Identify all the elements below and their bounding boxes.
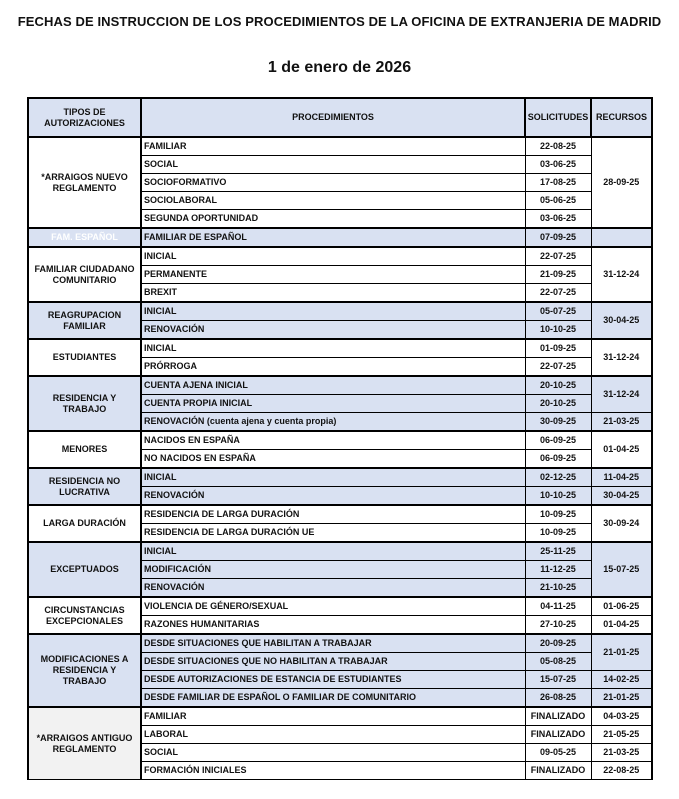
solicitudes-cell: 21-09-25 [525,266,591,284]
procedure-cell: DESDE SITUACIONES QUE NO HABILITAN A TRABAJAR [141,653,525,671]
procedure-cell: DESDE SITUACIONES QUE HABILITAN A TRABAJAR [141,634,525,653]
recursos-cell: 01-06-25 [591,597,652,616]
header-recursos: RECURSOS [591,98,652,137]
table-row [28,228,652,247]
table-row [28,468,652,487]
solicitudes-cell: 20-10-25 [525,395,591,413]
recursos-cell: 01-04-25 [591,431,652,468]
recursos-cell: 01-04-25 [591,616,652,635]
category-cell: REAGRUPACION FAMILIAR [28,302,141,339]
solicitudes-cell: 06-09-25 [525,431,591,450]
solicitudes-cell: 22-08-25 [525,137,591,156]
recursos-cell: 21-03-25 [591,413,652,432]
category-cell: FAMILIAR CIUDADANO COMUNITARIO [28,247,141,302]
recursos-cell: 21-05-25 [591,726,652,744]
solicitudes-cell: 21-10-25 [525,579,591,598]
procedure-cell: DESDE FAMILIAR DE ESPAÑOL O FAMILIAR DE COMUNITARIO [141,689,525,708]
procedure-cell: SOCIAL [141,156,525,174]
solicitudes-cell: FINALIZADO [525,726,591,744]
solicitudes-cell: 20-10-25 [525,376,591,395]
table-row [28,597,652,616]
table-row [28,707,652,726]
recursos-cell: 31-12-24 [591,247,652,302]
procedure-cell: RENOVACIÓN [141,579,525,598]
recursos-cell: 14-02-25 [591,671,652,689]
header-tipos: TIPOS DE AUTORIZACIONES [28,98,141,137]
procedures-table [27,97,653,780]
procedure-cell: FAMILIAR DE ESPAÑOL [141,228,525,247]
procedure-cell: INICIAL [141,542,525,561]
recursos-cell: 04-03-25 [591,707,652,726]
category-cell: RESIDENCIA NO LUCRATIVA [28,468,141,505]
solicitudes-cell: 10-09-25 [525,505,591,524]
solicitudes-cell: 27-10-25 [525,616,591,635]
solicitudes-cell: 22-07-25 [525,284,591,303]
procedure-cell: FAMILIAR [141,137,525,156]
solicitudes-cell: 30-09-25 [525,413,591,432]
procedure-cell: LABORAL [141,726,525,744]
header-procedimientos: PROCEDIMIENTOS [141,98,525,137]
procedure-cell: SOCIOFORMATIVO [141,174,525,192]
solicitudes-cell: 25-11-25 [525,542,591,561]
recursos-cell: 31-12-24 [591,339,652,376]
recursos-cell: 30-04-25 [591,487,652,506]
table-row [28,339,652,358]
table-row [28,376,652,395]
procedure-cell: PERMANENTE [141,266,525,284]
solicitudes-cell: 01-09-25 [525,339,591,358]
table-row [28,542,652,561]
category-cell: *ARRAIGOS NUEVO REGLAMENTO [28,137,141,228]
category-cell: LARGA DURACIÓN [28,505,141,542]
document-date: 1 de enero de 2026 [267,59,412,76]
solicitudes-cell: 05-06-25 [525,192,591,210]
solicitudes-cell: 05-07-25 [525,302,591,321]
procedure-cell: RENOVACIÓN [141,487,525,506]
solicitudes-cell: 04-11-25 [525,597,591,616]
solicitudes-cell: 15-07-25 [525,671,591,689]
solicitudes-cell: 22-07-25 [525,247,591,266]
solicitudes-cell: 07-09-25 [525,228,591,247]
solicitudes-cell: 03-06-25 [525,210,591,229]
category-cell: CIRCUNSTANCIAS EXCEPCIONALES [28,597,141,634]
category-cell: RESIDENCIA Y TRABAJO [28,376,141,431]
table-row [28,247,652,266]
recursos-cell: 21-03-25 [591,744,652,762]
procedure-cell: RESIDENCIA DE LARGA DURACIÓN [141,505,525,524]
category-cell: ESTUDIANTES [28,339,141,376]
procedure-cell: SOCIAL [141,744,525,762]
solicitudes-cell: 05-08-25 [525,653,591,671]
solicitudes-cell: FINALIZADO [525,707,591,726]
solicitudes-cell: 20-09-25 [525,634,591,653]
procedure-cell: NO NACIDOS EN ESPAÑA [141,450,525,469]
table-header-row [28,98,652,137]
solicitudes-cell: 02-12-25 [525,468,591,487]
category-cell: *ARRAIGOS ANTIGUO REGLAMENTO [28,707,141,780]
recursos-cell: 30-04-25 [591,302,652,339]
table-row [28,505,652,524]
solicitudes-cell: 17-08-25 [525,174,591,192]
recursos-cell: 22-08-25 [591,762,652,780]
procedure-cell: INICIAL [141,339,525,358]
table-row [28,431,652,450]
solicitudes-cell: 10-09-25 [525,524,591,543]
recursos-cell: 30-09-24 [591,505,652,542]
header-solicitudes: SOLICITUDES [525,98,591,137]
procedure-cell: SOCIOLABORAL [141,192,525,210]
procedure-cell: NACIDOS EN ESPAÑA [141,431,525,450]
procedure-cell: INICIAL [141,247,525,266]
recursos-cell: 15-07-25 [591,542,652,597]
procedure-cell: CUENTA PROPIA INICIAL [141,395,525,413]
table-row [28,302,652,321]
procedures-table-container [27,97,651,775]
solicitudes-cell: 10-10-25 [525,321,591,340]
solicitudes-cell: 22-07-25 [525,358,591,377]
recursos-cell [591,228,652,247]
procedure-cell: INICIAL [141,468,525,487]
recursos-cell: 21-01-25 [591,689,652,708]
procedure-cell: VIOLENCIA DE GÉNERO/SEXUAL [141,597,525,616]
recursos-cell: 31-12-24 [591,376,652,413]
solicitudes-cell: 03-06-25 [525,156,591,174]
procedure-cell: CUENTA AJENA INICIAL [141,376,525,395]
table-row [28,137,652,156]
category-cell: FAM. ESPAÑOL [28,228,141,247]
solicitudes-cell: 11-12-25 [525,561,591,579]
document-title: FECHAS DE INSTRUCCION DE LOS PROCEDIMIENTOS DE LA OFICINA DE EXTRANJERIA DE MADRID [17,14,662,29]
procedure-cell: RENOVACIÓN (cuenta ajena y cuenta propia) [141,413,525,432]
category-cell: MODIFICACIONES A RESIDENCIA Y TRABAJO [28,634,141,707]
recursos-cell: 28-09-25 [591,137,652,228]
procedure-cell: DESDE AUTORIZACIONES DE ESTANCIA DE ESTUDIANTES [141,671,525,689]
solicitudes-cell: 10-10-25 [525,487,591,506]
category-cell: EXCEPTUADOS [28,542,141,597]
procedure-cell: FAMILIAR [141,707,525,726]
procedure-cell: INICIAL [141,302,525,321]
procedure-cell: MODIFICACIÓN [141,561,525,579]
procedure-cell: FORMACIÓN INICIALES [141,762,525,780]
category-cell: MENORES [28,431,141,468]
table-row [28,634,652,653]
solicitudes-cell: 09-05-25 [525,744,591,762]
procedure-cell: RESIDENCIA DE LARGA DURACIÓN UE [141,524,525,543]
solicitudes-cell: 26-08-25 [525,689,591,708]
recursos-cell: 11-04-25 [591,468,652,487]
procedure-cell: PRÓRROGA [141,358,525,377]
solicitudes-cell: 06-09-25 [525,450,591,469]
procedure-cell: SEGUNDA OPORTUNIDAD [141,210,525,229]
procedure-cell: RAZONES HUMANITARIAS [141,616,525,635]
procedure-cell: BREXIT [141,284,525,303]
solicitudes-cell: FINALIZADO [525,762,591,780]
procedure-cell: RENOVACIÓN [141,321,525,340]
recursos-cell: 21-01-25 [591,634,652,671]
